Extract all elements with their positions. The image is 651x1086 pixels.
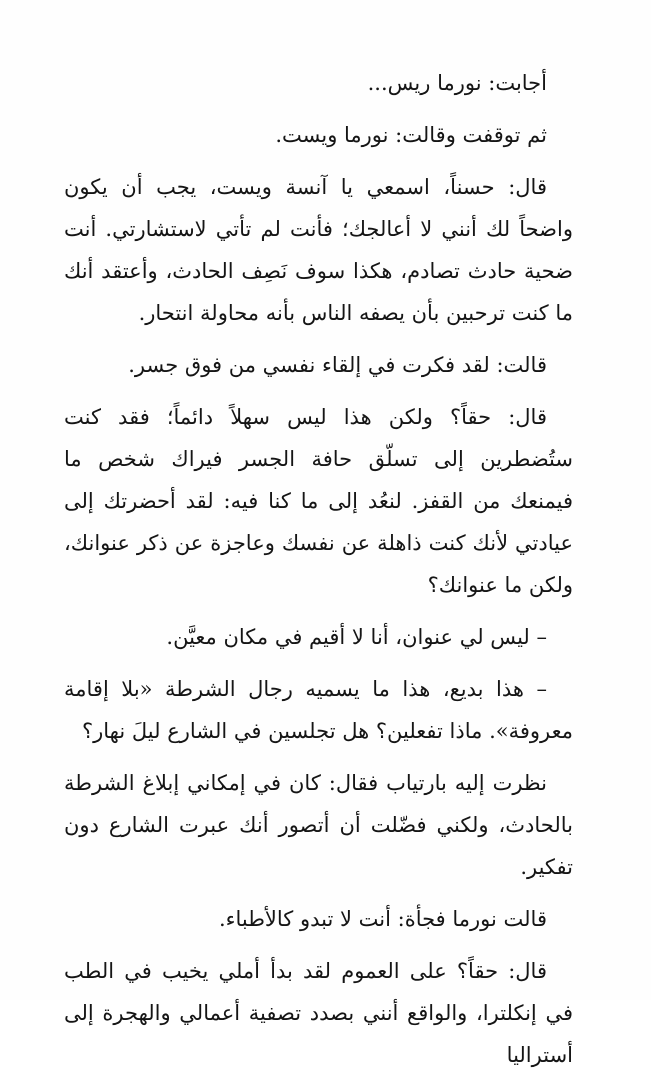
paragraph: أجابت: نورما ريس... xyxy=(367,71,547,95)
paragraph: قال: حقاً؟ ولكن هذا ليس سهلاً دائماً؛ فقد كنت ستُضطرين إلى تسلّق حافة الجسر فيراك شخص ما فيمنعك من القفز. لنعُد إلى ما كنا فيه: لقد أحضرتك إلى عيادتي لأنك كنت ذاهلة عن نفسك وعاجزة عن ذكر عنوانك، ولكن ما عنوانك؟ xyxy=(64,405,573,597)
paragraph: نظرت إليه بارتياب فقال: كان في إمكاني إبلاغ الشرطة بالحادث، ولكني فضّلت أن أتصور أنك عبرت الشارع دون تفكير. xyxy=(64,771,573,879)
paragraph: قالت: لقد فكرت في إلقاء نفسي من فوق جسر. xyxy=(128,353,547,377)
paragraph: قال: حسناً، اسمعي يا آنسة ويست، يجب أن يكون واضحاً لك أنني لا أعالجك؛ فأنت لم تأتي لاستشارتي. أنت ضحية حادث تصادم، هكذا سوف نَصِف الحادث، وأعتقد أنك ما كنت ترحبين بأن يصفه الناس بأنه محاولة انتحار. xyxy=(64,175,573,325)
paragraph: – ليس لي عنوان، أنا لا أقيم في مكان معيَّن. xyxy=(166,625,547,649)
paragraph: قالت نورما فجأة: أنت لا تبدو كالأطباء. xyxy=(218,907,547,931)
paragraph: – هذا بديع، هذا ما يسميه رجال الشرطة «بلا إقامة معروفة». ماذا تفعلين؟ هل تجلسين في الشارع ليلَ نهار؟ xyxy=(64,677,573,743)
paragraph: قال: حقاً؟ على العموم لقد بدأ أملي يخيب في الطب في إنكلترا، والواقع أنني بصدد تصفية أعمالي والهجرة إلى أستراليا xyxy=(64,959,573,1067)
page-text xyxy=(64,62,573,1086)
paragraph: ثم توقفت وقالت: نورما ويست. xyxy=(275,123,547,147)
